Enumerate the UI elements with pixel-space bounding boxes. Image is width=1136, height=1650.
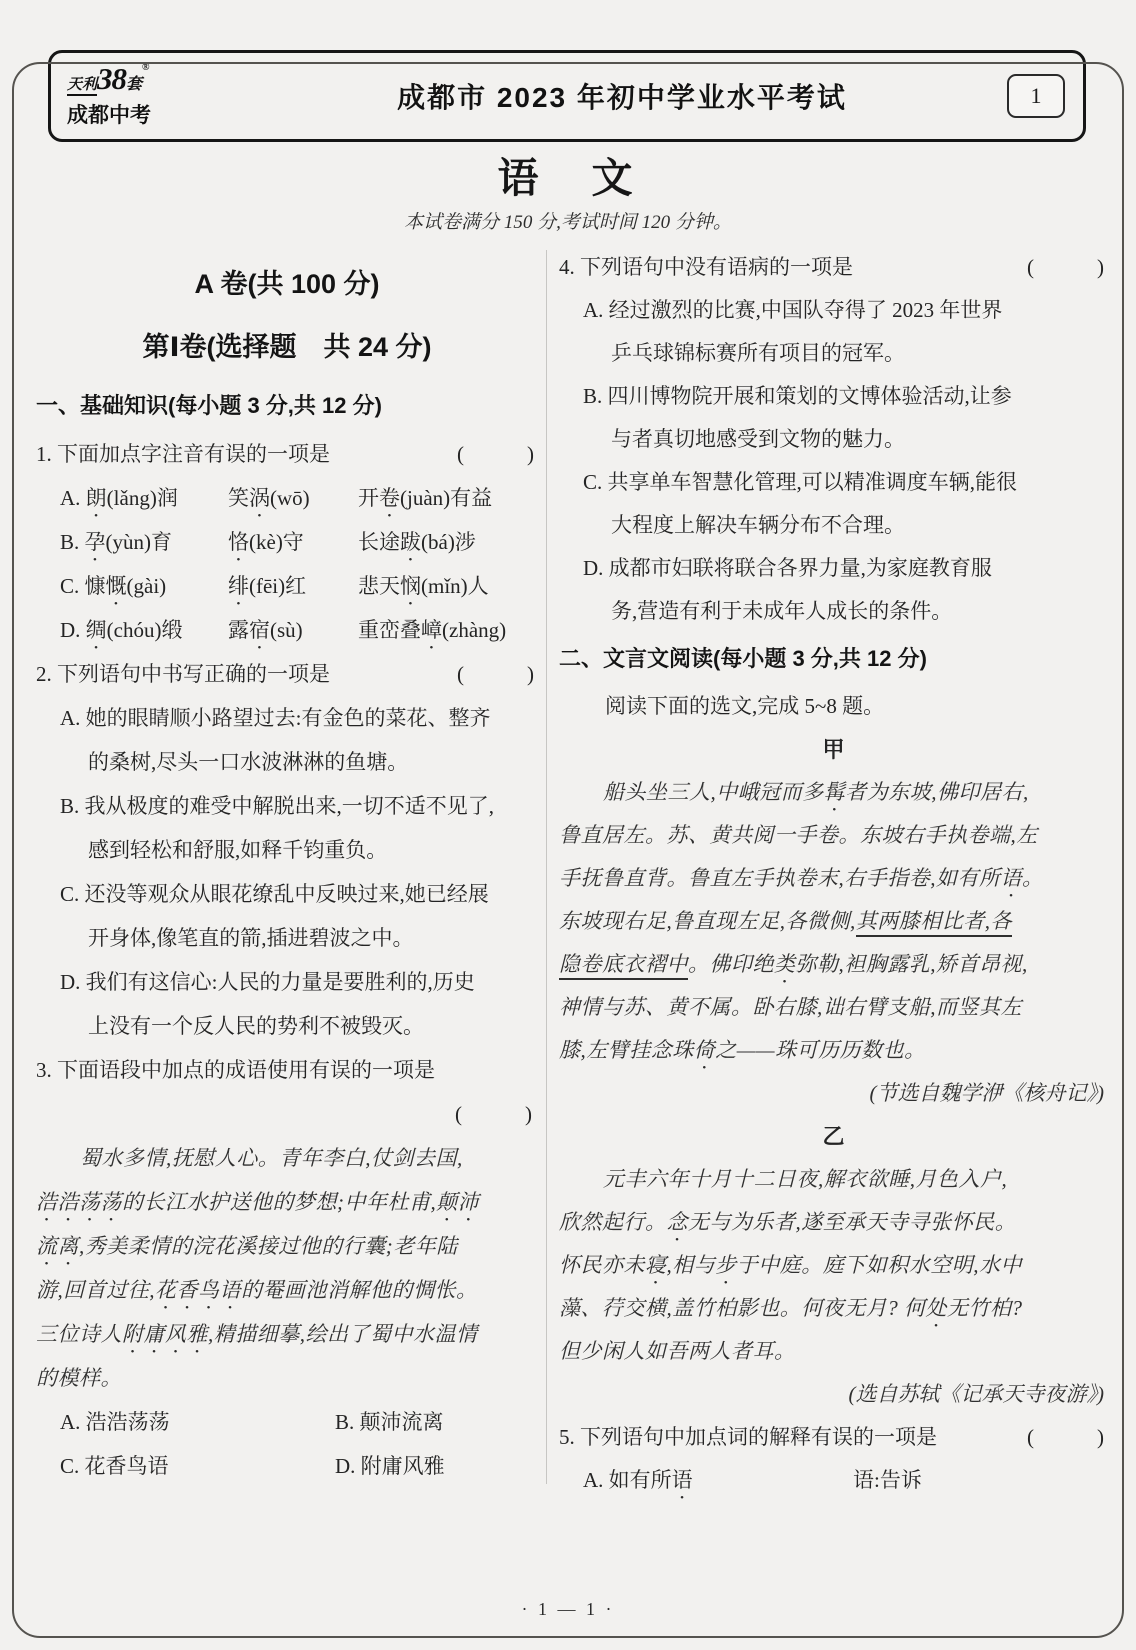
line-text xyxy=(36,652,330,696)
text-segment: 游,回首过往, xyxy=(36,1278,155,1302)
emphasized-text: 浩浩荡荡 xyxy=(36,1190,122,1214)
line-text xyxy=(36,1322,478,1346)
emphasized-text: 朗 xyxy=(85,486,107,510)
emphasized-text: 语 xyxy=(671,1468,693,1492)
passage-jia-line3 xyxy=(559,857,1108,900)
option-cell xyxy=(228,476,358,522)
text-segment: 4. 下列语句中没有语病的一项是 xyxy=(559,255,853,279)
emphasized-text: 其两膝相比者,各 xyxy=(856,909,1012,937)
line-text xyxy=(603,780,1029,804)
emphasized-text: 嶂 xyxy=(421,618,442,642)
text-segment: C. 慷 xyxy=(60,574,106,598)
text-segment: 开 xyxy=(358,486,379,510)
idiom-paragraph-line2 xyxy=(36,1180,538,1224)
section-2-heading xyxy=(559,633,1108,685)
text-segment: (zhàng) xyxy=(442,618,507,642)
emphasized-text: 花香鸟语 xyxy=(155,1278,241,1302)
text-segment: 乙 xyxy=(822,1124,845,1149)
text-segment: C. 共享单车智慧化管理,可以精准调度车辆,能很 xyxy=(583,470,1018,494)
question-3-options-row2 xyxy=(36,1444,538,1488)
text-segment: 鲁直居左。苏、黄共阅一手卷。东坡右手执卷端,左 xyxy=(559,823,1038,847)
text-segment: 露 xyxy=(228,618,249,642)
text-segment: D. 我们有这信心:人民的力量是要胜利的,历史 xyxy=(60,970,475,994)
line-text xyxy=(559,1339,796,1363)
line-text xyxy=(849,1382,1105,1406)
line-text xyxy=(60,794,494,818)
text-segment: 无竹柏? xyxy=(947,1296,1023,1320)
line-text xyxy=(36,1190,479,1214)
question-4-option-b-line2 xyxy=(559,418,1108,461)
text-segment: 弥勒,袒胸露乳,矫首昂视, xyxy=(795,952,1028,976)
text-segment: ( ) xyxy=(455,1102,532,1126)
text-segment: (gài) xyxy=(126,574,167,598)
line-text xyxy=(559,866,1044,890)
brand-mark xyxy=(67,63,237,94)
paper-number-box: 1 xyxy=(1007,74,1065,118)
option-cell xyxy=(228,608,358,654)
text-segment: 甲 xyxy=(822,737,845,762)
text-segment: (wō) xyxy=(270,486,310,510)
passage-yi-line2 xyxy=(559,1201,1108,1244)
text-segment: 的罨画池消解他的惆怅。 xyxy=(241,1278,478,1302)
answer-brackets: ( ) xyxy=(457,662,534,686)
text-segment: D. xyxy=(60,618,86,642)
emphasized-text: 步 xyxy=(715,1253,737,1277)
text-segment: 者为东坡,佛印居右, xyxy=(845,780,1029,804)
text-segment: 长途 xyxy=(358,530,400,554)
line-text xyxy=(611,599,952,623)
emphasized-text: 恪 xyxy=(228,530,249,554)
exam-title: 成都市 2023 年初中学业水平考试 xyxy=(397,82,847,113)
emphasized-text: 处 xyxy=(925,1296,947,1320)
text-segment: D. 附庸风雅 xyxy=(335,1454,445,1478)
text-segment: 东坡现右足,鲁直现左足,各微侧, xyxy=(559,909,856,933)
brand-small-text: 天利 xyxy=(67,77,97,96)
question-2-option-a-line2 xyxy=(36,740,538,784)
idiom-paragraph-line6 xyxy=(36,1356,538,1400)
line-text xyxy=(559,1253,1022,1277)
line-text xyxy=(559,1210,1016,1234)
passage-yi-source xyxy=(559,1373,1108,1416)
question-3-paren xyxy=(36,1092,538,1136)
column-divider xyxy=(546,250,547,1484)
question-1-option-a xyxy=(36,476,538,520)
left-column xyxy=(36,246,538,1502)
option-cell xyxy=(358,520,476,566)
text-segment: (kè)守 xyxy=(249,530,304,554)
passage-jia-line4 xyxy=(559,900,1108,943)
exam-header xyxy=(48,50,1086,142)
text-segment: (选自苏轼《记承天寺夜游》) xyxy=(848,1382,1104,1406)
section-a-heading xyxy=(36,254,538,314)
text-segment: 语:告诉 xyxy=(853,1468,922,1492)
text-segment: (节选自魏学洢《核舟记》) xyxy=(869,1081,1104,1105)
option-cell xyxy=(228,520,358,566)
text-segment: 二、文言文阅读(每小题 3 分,共 12 分) xyxy=(559,646,927,671)
option-cell xyxy=(583,1459,853,1504)
line-text xyxy=(36,393,382,418)
tianli-logo xyxy=(51,63,237,129)
emphasized-text: 悯 xyxy=(400,574,421,598)
question-2-stem xyxy=(36,652,538,696)
text-segment: C. 花香鸟语 xyxy=(60,1454,169,1478)
emphasized-text: 髯 xyxy=(823,780,846,804)
brand-number: 38 xyxy=(97,61,127,96)
idiom-paragraph-line5 xyxy=(36,1312,538,1356)
section-paper1-heading xyxy=(36,314,538,380)
text-segment: (sù) xyxy=(270,618,303,642)
line-text xyxy=(583,556,992,580)
answer-brackets: ( ) xyxy=(1027,1425,1104,1449)
emphasized-text: 孕 xyxy=(84,530,106,554)
question-2-option-d-line1 xyxy=(36,960,538,1004)
emphasized-text: 类 xyxy=(774,952,796,976)
option-cell xyxy=(335,1400,444,1444)
text-segment: (juàn)有益 xyxy=(400,486,493,510)
exam-subtitle: 本试卷满分 150 分,考试时间 120 分钟。 xyxy=(404,212,732,233)
line-text xyxy=(60,882,489,906)
text-segment: ,相与 xyxy=(666,1253,716,1277)
text-segment: 膝,左臂挂念珠 xyxy=(559,1038,694,1062)
answer-brackets: ( ) xyxy=(457,442,534,466)
option-cell xyxy=(60,476,228,522)
option-cell xyxy=(228,564,358,610)
text-segment: 船头坐三人,中峨冠而多 xyxy=(603,780,824,804)
text-segment: 欣然起行。 xyxy=(559,1210,667,1234)
emphasized-text: 跋 xyxy=(400,530,421,554)
line-text xyxy=(88,750,408,774)
emphasized-text: 流离 xyxy=(36,1234,79,1258)
text-segment: 无与为乐者,遂至承天寺寻张怀民。 xyxy=(688,1210,1017,1234)
text-segment: 于中庭。庭下如积水空明,水中 xyxy=(736,1253,1022,1277)
emphasized-text: 颠沛 xyxy=(436,1190,480,1214)
passage-jia-label xyxy=(559,728,1108,771)
line-text xyxy=(559,909,1012,937)
line-text xyxy=(88,1014,424,1038)
text-segment: 手抚鲁直背。鲁直左手执卷末,右手指卷,如有所 xyxy=(559,866,1001,890)
option-cell xyxy=(60,608,228,654)
text-segment: A. xyxy=(60,486,86,510)
question-4-option-b-line1 xyxy=(559,375,1108,418)
passage-yi-line1 xyxy=(559,1158,1108,1201)
right-column xyxy=(559,246,1108,1502)
text-segment: 与者真切地感受到文物的魅力。 xyxy=(611,427,905,451)
registered-mark-icon: ® xyxy=(142,62,150,73)
passage-jia-line1 xyxy=(559,771,1108,814)
line-text xyxy=(611,341,905,365)
question-4-stem xyxy=(559,246,1108,289)
answer-brackets: ( ) xyxy=(1027,255,1104,279)
reading-instruction xyxy=(559,685,1108,728)
option-cell xyxy=(335,1444,445,1488)
option-cell xyxy=(358,608,506,654)
text-segment: 一、基础知识(每小题 3 分,共 12 分) xyxy=(36,393,382,418)
line-text xyxy=(455,1102,532,1126)
line-text xyxy=(559,646,927,671)
line-text xyxy=(36,1366,122,1390)
line-text xyxy=(559,1296,1023,1320)
passage-yi-line5 xyxy=(559,1330,1108,1373)
line-text xyxy=(194,269,379,299)
text-segment: (chóu)缎 xyxy=(106,618,183,642)
question-3-stem xyxy=(36,1048,538,1092)
option-cell xyxy=(60,1444,335,1488)
text-segment: 。佛印绝 xyxy=(688,952,774,976)
line-text xyxy=(36,1048,435,1092)
option-cell xyxy=(60,520,228,566)
text-segment: (mǐn)人 xyxy=(421,574,489,598)
question-2-option-b-line2 xyxy=(36,828,538,872)
emphasized-text: 涡 xyxy=(249,486,270,510)
option-cell xyxy=(358,476,492,522)
option-cell xyxy=(853,1459,922,1502)
text-segment: B. 我从极度的难受中解脱出来,一切不适不见了, xyxy=(60,794,495,818)
line-text xyxy=(822,1124,844,1149)
text-segment: A. 她的眼睛顺小路望过去:有金色的菜花、整齐 xyxy=(60,706,491,730)
passage-yi-label xyxy=(559,1115,1108,1158)
text-segment: 2. 下列语句中书写正确的一项是 xyxy=(36,662,330,686)
line-text xyxy=(611,427,905,451)
question-2-option-c-line1 xyxy=(36,872,538,916)
question-2-option-c-line2 xyxy=(36,916,538,960)
text-segment: 元丰六年十月十二日夜,解衣欲睡,月色入户, xyxy=(603,1167,1008,1191)
line-text xyxy=(60,970,475,994)
question-5-option-a xyxy=(559,1459,1108,1502)
page-footer: · 1 — 1 · xyxy=(521,1599,615,1619)
question-3-options-row1 xyxy=(36,1400,538,1444)
question-4-option-a-line2 xyxy=(559,332,1108,375)
text-segment: 笑 xyxy=(228,486,249,510)
text-segment: C. 还没等观众从眼花缭乱中反映过来,她已经展 xyxy=(60,882,489,906)
line-text xyxy=(611,513,905,537)
text-segment: B. xyxy=(60,530,85,554)
question-1-option-b xyxy=(36,520,538,564)
emphasized-text: 绯 xyxy=(228,574,249,598)
emphasized-text: 寝 xyxy=(645,1253,667,1277)
two-column-body xyxy=(0,240,1136,1502)
text-segment: 3. 下面语段中加点的成语使用有误的一项是 xyxy=(36,1058,435,1082)
line-text xyxy=(583,298,1002,322)
text-segment: 务,营造有利于未成年人成长的条件。 xyxy=(611,599,953,623)
emphasized-text: 附庸风雅 xyxy=(122,1322,208,1346)
subject-title: 语 文 xyxy=(497,155,639,201)
text-segment: 感到轻松和舒服,如释千钧重负。 xyxy=(88,838,388,862)
text-segment: B. 四川博物院开展和策划的文博体验活动,让参 xyxy=(583,384,1012,408)
question-4-option-c-line1 xyxy=(559,461,1108,504)
text-segment: 藻、荇交横,盖竹柏影也。何夜无月? 何 xyxy=(559,1296,926,1320)
text-segment: 的长江水护送他的梦想;中年杜甫, xyxy=(122,1190,437,1214)
line-text xyxy=(822,737,844,762)
text-segment: 悲天 xyxy=(358,574,400,598)
line-text xyxy=(88,926,414,950)
line-text xyxy=(559,995,1022,1019)
passage-jia-source xyxy=(559,1072,1108,1115)
text-segment: 开身体,像笔直的箭,插进碧波之中。 xyxy=(88,926,414,950)
text-segment: 的模样。 xyxy=(36,1366,122,1390)
text-segment: 重峦叠 xyxy=(358,618,421,642)
text-segment: ,秀美柔情的浣花溪接过他的行囊;老年陆 xyxy=(79,1234,458,1258)
brand-subtitle: 成都中考 xyxy=(67,104,151,127)
brand-suffix: 套 xyxy=(126,76,143,93)
line-text xyxy=(559,1416,937,1459)
question-1-stem xyxy=(36,432,538,476)
line-text xyxy=(88,838,387,862)
line-text xyxy=(80,1146,463,1170)
text-segment: 神情与苏、黄不属。卧右膝,诎右臂支船,而竖其左 xyxy=(559,995,1022,1019)
line-text xyxy=(559,823,1038,847)
question-2-option-a-line1 xyxy=(36,696,538,740)
emphasized-text: 卷 xyxy=(379,486,400,510)
text-segment: A. 浩浩荡荡 xyxy=(60,1410,170,1434)
question-1-option-c xyxy=(36,564,538,608)
option-cell xyxy=(60,1400,335,1444)
emphasized-text: 念 xyxy=(666,1210,688,1234)
line-text xyxy=(583,384,1012,408)
text-segment: B. 颠沛流离 xyxy=(335,1410,444,1434)
question-4-option-c-line2 xyxy=(559,504,1108,547)
line-text xyxy=(559,1038,926,1062)
question-4-option-d-line2 xyxy=(559,590,1108,633)
text-segment: A. 经过激烈的比赛,中国队夺得了 2023 年世界 xyxy=(583,298,1003,322)
section-1-heading xyxy=(36,380,538,432)
emphasized-text: 倚 xyxy=(693,1038,716,1062)
idiom-paragraph-line3 xyxy=(36,1224,538,1268)
emphasized-text: 慨 xyxy=(105,574,127,598)
line-text xyxy=(559,246,853,289)
question-1-option-d xyxy=(36,608,538,652)
text-segment: A. 如有所 xyxy=(583,1468,672,1492)
emphasized-text: 隐卷底衣褶中 xyxy=(559,952,688,980)
text-segment: (lǎng)润 xyxy=(106,486,178,510)
line-text xyxy=(60,706,491,730)
idiom-paragraph-line4 xyxy=(36,1268,538,1312)
line-text xyxy=(36,1278,478,1302)
line-text xyxy=(605,694,884,718)
passage-jia-line7 xyxy=(559,1029,1108,1072)
text-segment: 第Ⅰ卷(选择题 共 24 分) xyxy=(142,332,432,362)
line-text xyxy=(559,952,1028,980)
text-segment: 三位诗人 xyxy=(36,1322,122,1346)
text-segment: 。 xyxy=(1022,866,1044,890)
line-text xyxy=(36,1234,458,1258)
text-segment: 阅读下面的选文,完成 5~8 题。 xyxy=(605,694,885,718)
text-segment: 之——珠可历历数也。 xyxy=(715,1038,926,1062)
question-4-option-d-line1 xyxy=(559,547,1108,590)
passage-jia-line5 xyxy=(559,943,1108,986)
text-segment: 的桑树,尽头一口水波淋淋的鱼塘。 xyxy=(88,750,409,774)
text-segment: (bá)涉 xyxy=(421,530,476,554)
question-2-option-d-line2 xyxy=(36,1004,538,1048)
passage-yi-line3 xyxy=(559,1244,1108,1287)
text-segment: 1. 下面加点字注音有误的一项是 xyxy=(36,442,330,466)
text-segment: 乒乓球锦标赛所有项目的冠军。 xyxy=(611,341,905,365)
passage-jia-line6 xyxy=(559,986,1108,1029)
passage-yi-line4 xyxy=(559,1287,1108,1330)
question-4-option-a-line1 xyxy=(559,289,1108,332)
text-segment: A 卷(共 100 分) xyxy=(194,269,380,299)
line-text xyxy=(870,1081,1105,1105)
text-segment: (yùn)育 xyxy=(105,530,173,554)
emphasized-text: 绸 xyxy=(85,618,107,642)
idiom-paragraph-line1 xyxy=(36,1136,538,1180)
option-cell xyxy=(60,564,228,610)
text-segment: 但少闲人如吾两人者耳。 xyxy=(559,1339,796,1363)
line-text xyxy=(583,470,1017,494)
line-text xyxy=(603,1167,1007,1191)
text-segment: ,精描细摹,绘出了蜀中水温情 xyxy=(208,1322,478,1346)
text-segment: 大程度上解决车辆分布不合理。 xyxy=(611,513,905,537)
emphasized-text: 宿 xyxy=(249,618,270,642)
passage-jia-line2 xyxy=(559,814,1108,857)
text-segment: 5. 下列语句中加点词的解释有误的一项是 xyxy=(559,1425,937,1449)
option-cell xyxy=(358,564,489,610)
text-segment: 上没有一个反人民的势利不被毁灭。 xyxy=(88,1014,424,1038)
question-2-option-b-line1 xyxy=(36,784,538,828)
text-segment: D. 成都市妇联将联合各界力量,为家庭教育服 xyxy=(583,556,992,580)
line-text xyxy=(36,432,330,476)
text-segment: 怀民亦未 xyxy=(559,1253,645,1277)
text-segment: (fēi)红 xyxy=(249,574,307,598)
emphasized-text: 语 xyxy=(1000,866,1022,890)
question-5-stem xyxy=(559,1416,1108,1459)
line-text xyxy=(142,332,431,362)
text-segment: 蜀水多情,抚慰人心。青年李白,仗剑去国, xyxy=(80,1146,463,1170)
